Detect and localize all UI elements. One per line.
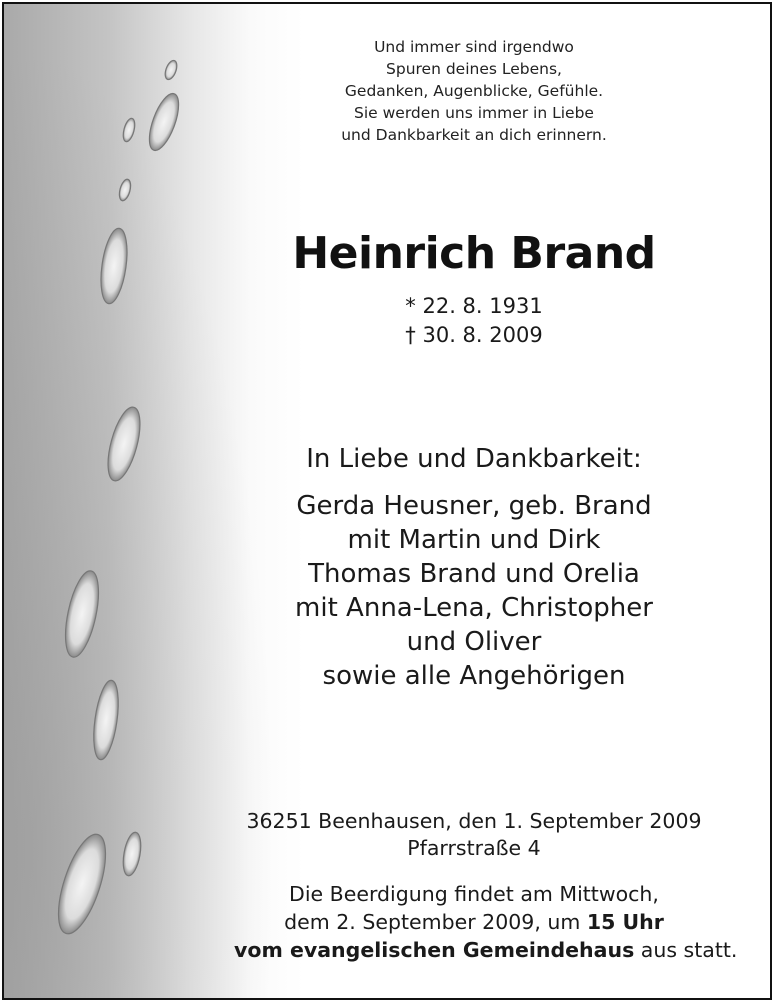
funeral-line-3 xyxy=(234,936,738,964)
poem-line: Spuren deines Lebens, xyxy=(386,60,562,78)
mourner-line: mit Martin und Dirk xyxy=(347,525,601,555)
funeral-time: 15 Uhr xyxy=(586,910,664,934)
poem-line: und Dankbarkeit an dich erinnern. xyxy=(341,126,607,144)
funeral-line-2 xyxy=(234,908,714,936)
birth-date: * 22. 8. 1931 xyxy=(405,294,543,318)
place-and-date xyxy=(234,808,714,862)
mourner-line: Gerda Heusner, geb. Brand xyxy=(296,491,652,521)
deceased-name: Heinrich Brand xyxy=(292,228,656,279)
mourner-line: und Oliver xyxy=(406,627,542,657)
poem-line: Sie werden uns immer in Liebe xyxy=(354,104,594,122)
city-date: 36251 Beenhausen, den 1. September 2009 xyxy=(246,809,702,833)
mourners-list xyxy=(234,442,714,693)
funeral-date: dem 2. September 2009, um xyxy=(284,910,587,934)
life-dates xyxy=(234,292,714,350)
poem-line: Gedanken, Augenblicke, Gefühle. xyxy=(344,82,604,100)
memorial-poem xyxy=(234,36,714,146)
street-address: Pfarrstraße 4 xyxy=(407,836,541,860)
mourner-line: Thomas Brand und Orelia xyxy=(308,559,640,589)
funeral-location: vom evangelischen Gemeindehaus xyxy=(234,938,635,962)
death-date: † 30. 8. 2009 xyxy=(405,323,543,347)
mourners-heading: In Liebe und Dankbarkeit: xyxy=(306,444,642,474)
funeral-line-1: Die Beerdigung findet am Mittwoch, xyxy=(289,882,659,906)
mourner-line: mit Anna-Lena, Christopher xyxy=(295,593,653,623)
poem-line: Und immer sind irgendwo xyxy=(374,38,574,56)
funeral-line-3-end: aus statt. xyxy=(634,938,738,962)
obituary-card xyxy=(2,2,772,1000)
funeral-notice xyxy=(234,880,738,964)
mourner-line: sowie alle Angehörigen xyxy=(322,661,626,691)
